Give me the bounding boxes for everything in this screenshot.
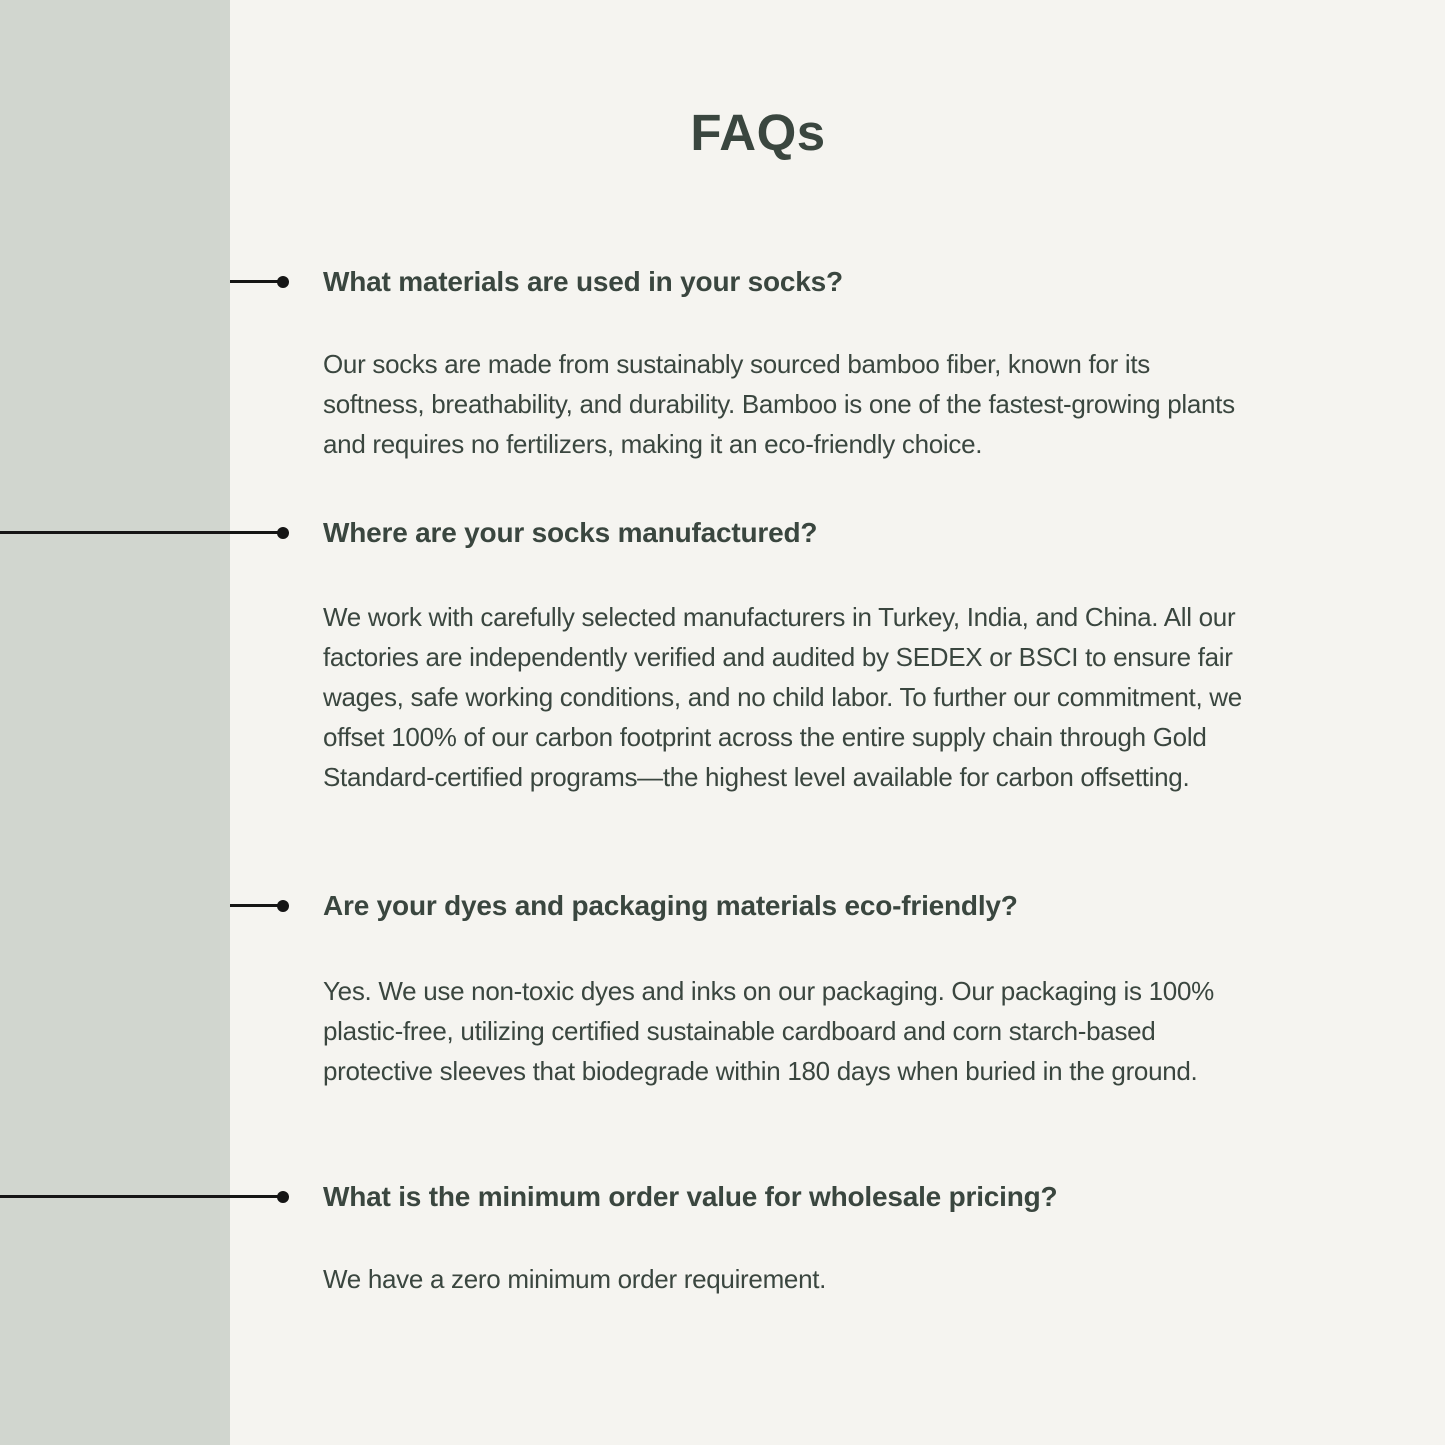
bullet-dot-4 (277, 1191, 289, 1203)
connector-line-4 (0, 1195, 283, 1198)
faq-question-materials: What materials are used in your socks? (323, 266, 843, 297)
connector-line-1 (230, 280, 283, 283)
faq-answer-materials: Our socks are made from sustainably sourced bamboo fiber, known for its softness, breathability, and durability. Bamboo is one of the fastest-growing plants and requires no fertilizers, making it an eco-friendly choice. (323, 349, 1235, 459)
bullet-dot-2 (277, 527, 289, 539)
faq-question-eco-friendly: Are your dyes and packaging materials eco-friendly? (323, 890, 1018, 921)
bullet-dot-3 (277, 900, 289, 912)
faq-question-manufactured: Where are your socks manufactured? (323, 517, 818, 548)
connector-line-3 (230, 904, 283, 907)
page-title: FAQs (690, 104, 826, 161)
faq-answer-eco-friendly: Yes. We use non-toxic dyes and inks on our packaging. Our packaging is 100% plastic-free, utilizing certified sustainable cardboard and corn starch-based protective sleeves that biodegrade within 180 days when buried in the ground. (323, 976, 1214, 1086)
faq-answer-minimum-order: We have a zero minimum order requirement. (323, 1264, 827, 1294)
faq-question-minimum-order: What is the minimum order value for wholesale pricing? (323, 1181, 1058, 1212)
bullet-dot-1 (277, 276, 289, 288)
left-accent-strip (0, 0, 230, 1445)
connector-line-2 (0, 531, 283, 534)
faq-answer-manufactured: We work with carefully selected manufacturers in Turkey, India, and China. All our factories are independently verified and audited by SEDEX or BSCI to ensure fair wages, safe working conditions, and no child labor. To further our commitment, we offset 100% of our carbon footprint across the entire supply chain through Gold Standard-certified programs—the highest level available for carbon offsetting. (323, 602, 1242, 792)
